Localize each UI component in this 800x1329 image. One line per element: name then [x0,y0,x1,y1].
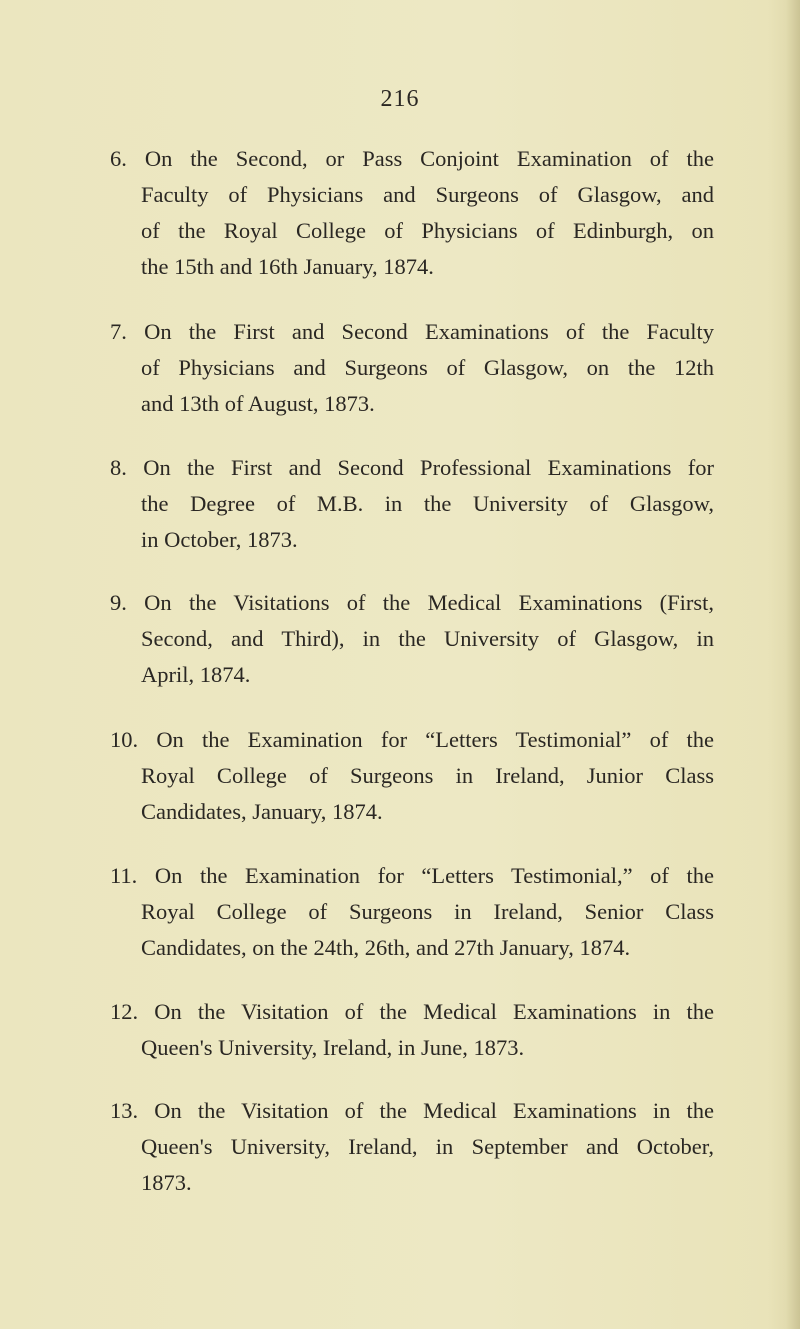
list-item [110,450,714,558]
list-item [110,858,714,966]
entry-line: Royal College of Surgeons in Ireland, Senior Class [141,899,714,924]
page-edge-shadow [786,0,800,1329]
page-number: 216 [380,86,420,112]
entry-line: 12. On the Visitation of the Medical Examinations in the [110,999,714,1024]
entry-line: 1873. [141,1170,192,1195]
entry-line: 13. On the Visitation of the Medical Examinations in the [110,1098,714,1123]
list-item [110,314,714,422]
entry-line: 7. On the First and Second Examinations of the Faculty [110,319,714,344]
list-item [110,994,714,1066]
entry-line: Queen's University, Ireland, in June, 1873. [141,1035,525,1060]
entry-line: of Physicians and Surgeons of Glasgow, on the 12th [141,355,714,380]
entry-line: the Degree of M.B. in the University of Glasgow, [141,491,714,516]
entry-line: Faculty of Physicians and Surgeons of Glasgow, and [141,182,714,207]
entry-line: Second, and Third), in the University of Glasgow, in [141,626,714,651]
entry-line: and 13th of August, 1873. [141,391,375,416]
list-item [110,722,714,830]
entry-line: the 15th and 16th January, 1874. [141,254,434,279]
entry-line: in October, 1873. [141,527,298,552]
entry-line: 10. On the Examination for “Letters Testimonial” of the [110,727,714,752]
entry-line: 6. On the Second, or Pass Conjoint Examination of the [110,146,714,171]
list-item [110,1093,714,1201]
entry-line: Queen's University, Ireland, in September and October, [141,1134,714,1159]
entry-line: 9. On the Visitations of the Medical Examinations (First, [110,590,714,615]
entry-line: April, 1874. [141,662,251,687]
entry-line: 8. On the First and Second Professional Examinations for [110,455,714,480]
entry-line: 11. On the Examination for “Letters Testimonial,” of the [110,863,714,888]
list-item [110,141,714,285]
entry-line: of the Royal College of Physicians of Edinburgh, on [141,218,714,243]
entry-line: Candidates, on the 24th, 26th, and 27th January, 1874. [141,935,631,960]
entry-line: Candidates, January, 1874. [141,799,383,824]
list-item [110,585,714,693]
entry-line: Royal College of Surgeons in Ireland, Junior Class [141,763,714,788]
